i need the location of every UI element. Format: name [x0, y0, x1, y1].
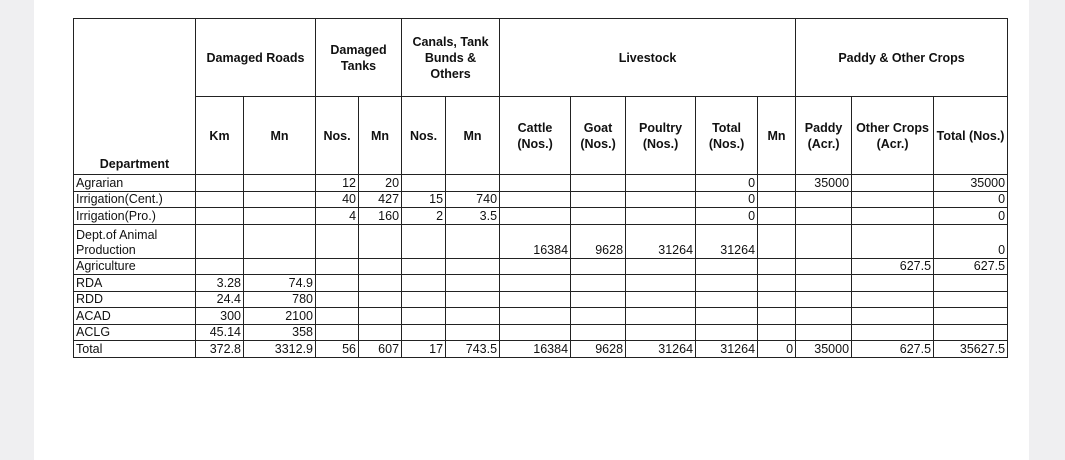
- value-cell: [244, 208, 316, 225]
- value-cell: [500, 191, 571, 208]
- value-cell: 24.4: [196, 291, 244, 308]
- value-cell: [316, 275, 359, 292]
- sub-header-8: Poultry (Nos.): [626, 97, 696, 175]
- sub-header-10: Mn: [758, 97, 796, 175]
- value-cell: [852, 224, 934, 258]
- header-canals-tank-bunds: Canals, Tank Bunds & Others: [402, 19, 500, 97]
- value-cell: [196, 258, 244, 275]
- value-cell: 31264: [626, 341, 696, 358]
- value-cell: [446, 275, 500, 292]
- sub-header-5: Mn: [446, 97, 500, 175]
- value-cell: [446, 291, 500, 308]
- value-cell: 31264: [626, 224, 696, 258]
- sub-header-row: [74, 97, 1008, 175]
- value-cell: 16384: [500, 341, 571, 358]
- value-cell: [626, 191, 696, 208]
- value-cell: 780: [244, 291, 316, 308]
- department-cell: Total: [74, 341, 196, 358]
- value-cell: [626, 258, 696, 275]
- value-cell: [758, 291, 796, 308]
- value-cell: 9628: [571, 224, 626, 258]
- value-cell: [852, 308, 934, 325]
- value-cell: 45.14: [196, 324, 244, 341]
- value-cell: 0: [934, 208, 1008, 225]
- value-cell: [402, 291, 446, 308]
- department-cell: ACLG: [74, 324, 196, 341]
- value-cell: 0: [758, 341, 796, 358]
- value-cell: 35627.5: [934, 341, 1008, 358]
- header-paddy-other-crops: Paddy & Other Crops: [796, 19, 1008, 97]
- value-cell: 0: [934, 224, 1008, 258]
- value-cell: [696, 275, 758, 292]
- value-cell: [402, 308, 446, 325]
- value-cell: [359, 224, 402, 258]
- sub-header-12: Other Crops (Acr.): [852, 97, 934, 175]
- value-cell: [758, 324, 796, 341]
- sub-header-4: Nos.: [402, 97, 446, 175]
- value-cell: [934, 275, 1008, 292]
- value-cell: [316, 291, 359, 308]
- value-cell: [852, 291, 934, 308]
- value-cell: [571, 275, 626, 292]
- value-cell: [402, 324, 446, 341]
- department-cell: Agriculture: [74, 258, 196, 275]
- value-cell: [244, 258, 316, 275]
- value-cell: [196, 191, 244, 208]
- value-cell: 15: [402, 191, 446, 208]
- table-body: [74, 175, 1008, 358]
- department-cell: Irrigation(Cent.): [74, 191, 196, 208]
- sub-header-7: Goat (Nos.): [571, 97, 626, 175]
- value-cell: [852, 324, 934, 341]
- value-cell: [402, 275, 446, 292]
- value-cell: [696, 308, 758, 325]
- value-cell: [446, 224, 500, 258]
- header-livestock: Livestock: [500, 19, 796, 97]
- value-cell: 627.5: [852, 258, 934, 275]
- value-cell: [571, 308, 626, 325]
- value-cell: 3.5: [446, 208, 500, 225]
- value-cell: 2100: [244, 308, 316, 325]
- value-cell: [852, 208, 934, 225]
- header-damaged-roads: Damaged Roads: [196, 19, 316, 97]
- value-cell: 31264: [696, 341, 758, 358]
- value-cell: [626, 275, 696, 292]
- sub-header-2: Nos.: [316, 97, 359, 175]
- value-cell: 0: [696, 208, 758, 225]
- value-cell: [852, 275, 934, 292]
- value-cell: [626, 291, 696, 308]
- value-cell: [402, 175, 446, 192]
- value-cell: [934, 291, 1008, 308]
- value-cell: 372.8: [196, 341, 244, 358]
- value-cell: [500, 175, 571, 192]
- value-cell: [500, 308, 571, 325]
- value-cell: 2: [402, 208, 446, 225]
- value-cell: 627.5: [934, 258, 1008, 275]
- sub-header-9: Total (Nos.): [696, 97, 758, 175]
- value-cell: [796, 275, 852, 292]
- department-cell: Irrigation(Pro.): [74, 208, 196, 225]
- value-cell: 17: [402, 341, 446, 358]
- value-cell: [500, 291, 571, 308]
- table-row: [74, 175, 1008, 192]
- value-cell: 0: [934, 191, 1008, 208]
- value-cell: [626, 308, 696, 325]
- value-cell: [758, 208, 796, 225]
- value-cell: [758, 191, 796, 208]
- value-cell: [852, 191, 934, 208]
- value-cell: 35000: [934, 175, 1008, 192]
- value-cell: [852, 175, 934, 192]
- value-cell: [359, 324, 402, 341]
- value-cell: [244, 191, 316, 208]
- value-cell: [359, 291, 402, 308]
- value-cell: 3312.9: [244, 341, 316, 358]
- value-cell: 427: [359, 191, 402, 208]
- value-cell: 40: [316, 191, 359, 208]
- value-cell: [758, 258, 796, 275]
- table-row: [74, 291, 1008, 308]
- value-cell: [626, 208, 696, 225]
- value-cell: [500, 324, 571, 341]
- value-cell: [402, 224, 446, 258]
- value-cell: [244, 175, 316, 192]
- header-department: Department: [74, 19, 196, 175]
- value-cell: [571, 175, 626, 192]
- value-cell: [571, 258, 626, 275]
- sub-header-11: Paddy (Acr.): [796, 97, 852, 175]
- value-cell: [758, 275, 796, 292]
- department-cell: RDA: [74, 275, 196, 292]
- value-cell: [571, 208, 626, 225]
- value-cell: [571, 191, 626, 208]
- value-cell: [796, 324, 852, 341]
- value-cell: [758, 308, 796, 325]
- sub-header-1: Mn: [244, 97, 316, 175]
- value-cell: 160: [359, 208, 402, 225]
- value-cell: [359, 258, 402, 275]
- value-cell: 16384: [500, 224, 571, 258]
- value-cell: [796, 224, 852, 258]
- value-cell: 3.28: [196, 275, 244, 292]
- sub-header-6: Cattle (Nos.): [500, 97, 571, 175]
- value-cell: 627.5: [852, 341, 934, 358]
- department-cell: ACAD: [74, 308, 196, 325]
- document-page: [34, 0, 1029, 460]
- value-cell: 607: [359, 341, 402, 358]
- value-cell: [196, 208, 244, 225]
- value-cell: [796, 208, 852, 225]
- value-cell: [359, 275, 402, 292]
- value-cell: [934, 324, 1008, 341]
- value-cell: 740: [446, 191, 500, 208]
- value-cell: [196, 175, 244, 192]
- value-cell: 74.9: [244, 275, 316, 292]
- sub-header-0: Km: [196, 97, 244, 175]
- table-row: [74, 324, 1008, 341]
- value-cell: [316, 324, 359, 341]
- value-cell: 743.5: [446, 341, 500, 358]
- value-cell: [571, 291, 626, 308]
- table-row: [74, 308, 1008, 325]
- value-cell: [316, 258, 359, 275]
- value-cell: [500, 258, 571, 275]
- value-cell: 12: [316, 175, 359, 192]
- value-cell: [758, 224, 796, 258]
- value-cell: [500, 275, 571, 292]
- department-cell: Agrarian: [74, 175, 196, 192]
- damage-table: [73, 18, 1008, 358]
- value-cell: 20: [359, 175, 402, 192]
- value-cell: 300: [196, 308, 244, 325]
- value-cell: [446, 324, 500, 341]
- value-cell: 4: [316, 208, 359, 225]
- table-row: [74, 258, 1008, 275]
- value-cell: 31264: [696, 224, 758, 258]
- value-cell: [316, 308, 359, 325]
- value-cell: 35000: [796, 175, 852, 192]
- value-cell: [446, 308, 500, 325]
- value-cell: [696, 324, 758, 341]
- sub-header-13: Total (Nos.): [934, 97, 1008, 175]
- value-cell: [696, 258, 758, 275]
- value-cell: 0: [696, 191, 758, 208]
- value-cell: [934, 308, 1008, 325]
- value-cell: [196, 224, 244, 258]
- value-cell: 9628: [571, 341, 626, 358]
- value-cell: [316, 224, 359, 258]
- table-row: [74, 275, 1008, 292]
- value-cell: [796, 308, 852, 325]
- table-row: [74, 191, 1008, 208]
- department-cell: RDD: [74, 291, 196, 308]
- table-row: [74, 224, 1008, 258]
- value-cell: 358: [244, 324, 316, 341]
- department-cell: Dept.of Animal Production: [74, 224, 196, 258]
- value-cell: [796, 191, 852, 208]
- sub-header-3: Mn: [359, 97, 402, 175]
- value-cell: [446, 258, 500, 275]
- value-cell: 0: [696, 175, 758, 192]
- value-cell: [571, 324, 626, 341]
- value-cell: [796, 258, 852, 275]
- header-damaged-tanks: Damaged Tanks: [316, 19, 402, 97]
- value-cell: [359, 308, 402, 325]
- value-cell: 56: [316, 341, 359, 358]
- value-cell: [626, 324, 696, 341]
- table-row: [74, 208, 1008, 225]
- table-row: [74, 341, 1008, 358]
- value-cell: [402, 258, 446, 275]
- value-cell: [696, 291, 758, 308]
- value-cell: [500, 208, 571, 225]
- value-cell: [796, 291, 852, 308]
- value-cell: [446, 175, 500, 192]
- value-cell: 35000: [796, 341, 852, 358]
- value-cell: [626, 175, 696, 192]
- value-cell: [244, 224, 316, 258]
- value-cell: [758, 175, 796, 192]
